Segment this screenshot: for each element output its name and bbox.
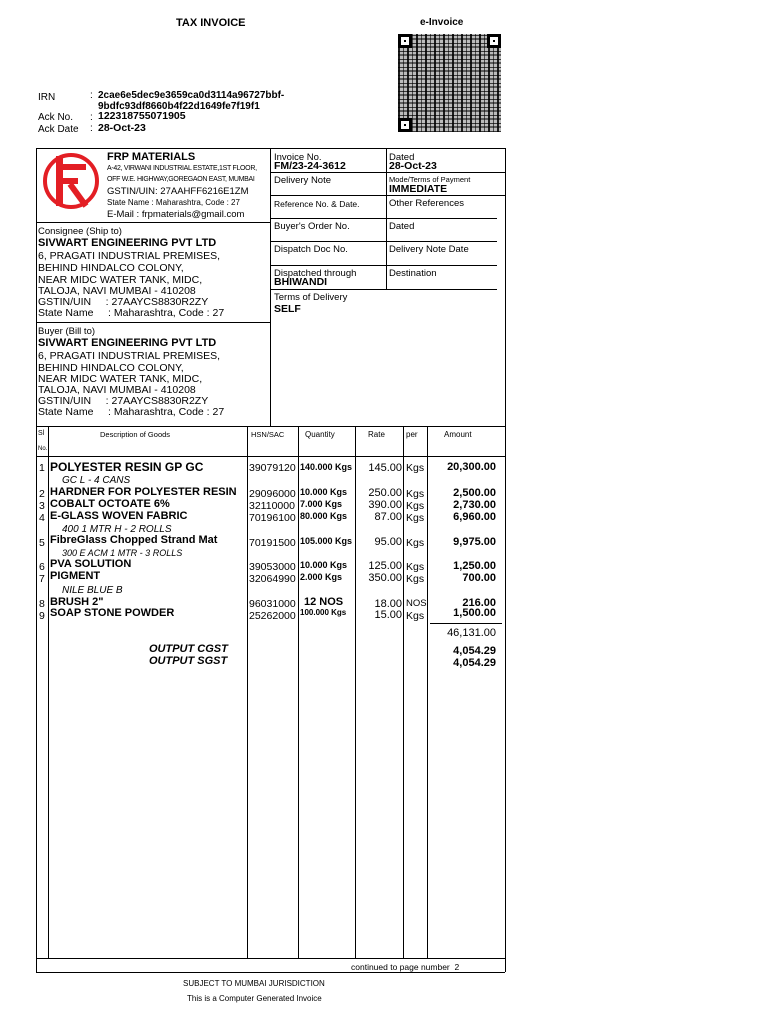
irn-value-line1: 2cae6e5dec9e3659ca0d3114a96727bbf- (98, 90, 285, 101)
item-sl: 4 (39, 512, 45, 524)
irn-label: IRN (38, 92, 56, 103)
buyer-gstin: GSTIN/UIN : 27AAYCS8830R2ZY (38, 395, 209, 407)
item-hsn: 70191500 (249, 537, 296, 549)
item-rate: 18.00 (374, 598, 402, 610)
item-amount: 1,250.00 (453, 560, 496, 572)
item-subtext: 400 1 MTR H - 2 ROLLS (62, 524, 172, 535)
ack-no-value: 122318755071905 (98, 110, 186, 122)
consignee-name: SIVWART ENGINEERING PVT LTD (38, 237, 217, 249)
seller-name: FRP MATERIALS (107, 151, 196, 163)
consignee-address-line1: 6, PRAGATI INDUSTRIAL PREMISES, (38, 250, 221, 262)
buyer-address-line2: BEHIND HINDALCO COLONY, (38, 362, 184, 374)
buyer-address-line3: NEAR MIDC WATER TANK, MIDC, (38, 373, 203, 385)
item-per: Kgs (406, 610, 425, 622)
item-sl: 1 (39, 462, 45, 474)
buyer-address-line1: 6, PRAGATI INDUSTRIAL PREMISES, (38, 350, 221, 362)
item-sl: 8 (39, 598, 45, 610)
item-name: FibreGlass Chopped Strand Mat (50, 534, 218, 546)
item-rate: 87.00 (374, 511, 402, 523)
item-per: Kgs (406, 488, 425, 500)
item-sl: 9 (39, 610, 45, 622)
output-cgst-label: OUTPUT CGST (149, 643, 228, 655)
terms-of-delivery-label: Terms of Delivery (274, 292, 348, 303)
seller-address-line2: OFF W.E. HIGHWAY,GOREGAON EAST, MUMBAI (107, 176, 255, 183)
item-quantity: 105.000 Kgs (300, 536, 353, 546)
item-quantity: 10.000 Kgs (300, 560, 348, 570)
mode-of-payment-value: IMMEDIATE (389, 183, 448, 195)
consignee-gstin: GSTIN/UIN : 27AAYCS8830R2ZY (38, 296, 209, 308)
seller-address-line1: A-42, VIRWANI INDUSTRIAL ESTATE,1ST FLOOR, (107, 165, 257, 172)
dated-value: 28-Oct-23 (389, 160, 437, 172)
col-quantity-header: Quantity (305, 430, 335, 439)
item-hsn: 96031000 (249, 598, 296, 610)
qr-code (398, 34, 501, 132)
dispatched-through-label: Dispatched through (274, 268, 357, 279)
invoice-no-label: Invoice No. (274, 152, 322, 163)
buyer-address-line4: TALOJA, NAVI MUMBAI - 410208 (38, 384, 196, 396)
computer-generated-note: This is a Computer Generated Invoice (187, 994, 322, 1003)
item-quantity: 2.000 Kgs (300, 572, 343, 582)
irn-colon: : (90, 90, 93, 101)
irn-value-line2: 9bdfc93df8660b4f22d1649fe7f19f1 (98, 101, 260, 112)
item-quantity: 100.000 Kgs (300, 608, 347, 617)
item-per: Kgs (406, 537, 425, 549)
item-rate: 95.00 (374, 536, 402, 548)
item-quantity: 7.000 Kgs (300, 499, 343, 509)
item-subtext: GC L - 4 CANS (62, 475, 131, 486)
item-subtext: NILE BLUE B (62, 585, 123, 596)
item-name: SOAP STONE POWDER (50, 607, 175, 619)
item-name: PIGMENT (50, 570, 101, 582)
seller-email: E-Mail : frpmaterials@gmail.com (107, 209, 245, 220)
item-name: BRUSH 2" (50, 596, 104, 608)
buyer-state: State Name : Maharashtra, Code : 27 (38, 406, 225, 418)
output-cgst-amount: 4,054.29 (453, 645, 496, 657)
item-name: E-GLASS WOVEN FABRIC (50, 510, 188, 522)
item-hsn: 70196100 (249, 512, 296, 524)
buyer-name: SIVWART ENGINEERING PVT LTD (38, 337, 217, 349)
item-per: Kgs (406, 462, 425, 474)
dispatched-through-value: BHIWANDI (274, 276, 328, 288)
item-per: NOS (406, 598, 427, 609)
delivery-note-label: Delivery Note (274, 175, 332, 186)
item-per: Kgs (406, 573, 425, 585)
buyers-order-label: Buyer's Order No. (274, 221, 350, 232)
dated-label: Dated (389, 152, 415, 163)
ack-no-colon: : (90, 112, 93, 123)
terms-of-delivery-value: SELF (274, 303, 301, 315)
col-rate-header: Rate (368, 430, 385, 439)
ack-date-value: 28-Oct-23 (98, 122, 146, 134)
item-hsn: 39053000 (249, 561, 296, 573)
item-name: HARDNER FOR POLYESTER RESIN (50, 486, 237, 498)
invoice-title: TAX INVOICE (176, 17, 246, 29)
consignee-label: Consignee (Ship to) (38, 226, 122, 237)
item-hsn: 29096000 (249, 488, 296, 500)
consignee-state: State Name : Maharashtra, Code : 27 (38, 307, 225, 319)
item-amount: 2,500.00 (453, 487, 496, 499)
dated-order-label: Dated (389, 221, 415, 232)
col-hsn-header: HSN/SAC (251, 430, 285, 439)
dispatch-doc-label: Dispatch Doc No. (274, 244, 348, 255)
item-rate: 250.00 (368, 487, 402, 499)
item-quantity: 140.000 Kgs (300, 462, 353, 472)
mode-of-payment-label: Mode/Terms of Payment (389, 175, 471, 184)
item-rate: 350.00 (368, 572, 402, 584)
seller-gstin: GSTIN/UIN: 27AAHFF6216E1ZM (107, 186, 249, 197)
item-sl: 3 (39, 500, 45, 512)
item-quantity: 10.000 Kgs (300, 487, 348, 497)
item-amount: 700.00 (462, 572, 496, 584)
item-rate: 390.00 (368, 499, 402, 511)
item-sl: 5 (39, 537, 45, 549)
consignee-address-line3: NEAR MIDC WATER TANK, MIDC, (38, 274, 203, 286)
item-rate: 125.00 (368, 560, 402, 572)
delivery-note-date-label: Delivery Note Date (389, 244, 469, 255)
ack-no-label: Ack No. (38, 112, 74, 123)
item-quantity: 12 NOS (304, 596, 344, 608)
ack-date-label: Ack Date (38, 124, 79, 135)
col-sl-no-header: No. (38, 446, 48, 452)
col-sl-header: Sl (38, 430, 45, 437)
subtotal-amount: 46,131.00 (447, 627, 496, 639)
item-sl: 6 (39, 561, 45, 573)
item-name: PVA SOLUTION (50, 558, 132, 570)
item-per: Kgs (406, 500, 425, 512)
item-subtext: 300 E ACM 1 MTR - 3 ROLLS (62, 548, 183, 558)
item-hsn: 39079120 (249, 462, 296, 474)
item-hsn: 32110000 (249, 500, 295, 512)
consignee-address-line4: TALOJA, NAVI MUMBAI - 410208 (38, 285, 196, 297)
ack-date-colon: : (90, 123, 93, 134)
item-rate: 15.00 (374, 609, 402, 621)
col-per-header: per (406, 430, 418, 439)
output-sgst-amount: 4,054.29 (453, 657, 496, 669)
continued-note: continued to page number 2 (351, 962, 460, 972)
col-amount-header: Amount (444, 430, 472, 439)
item-name: COBALT OCTOATE 6% (50, 498, 170, 510)
item-sl: 7 (39, 573, 45, 585)
item-rate: 145.00 (368, 462, 402, 474)
item-hsn: 32064990 (249, 573, 296, 585)
reference-no-label: Reference No. & Date. (274, 199, 360, 209)
consignee-address-line2: BEHIND HINDALCO COLONY, (38, 262, 184, 274)
frp-logo-icon (40, 150, 102, 212)
output-sgst-label: OUTPUT SGST (149, 655, 228, 667)
item-per: Kgs (406, 512, 425, 524)
item-quantity: 80.000 Kgs (300, 511, 348, 521)
item-amount: 2,730.00 (453, 499, 496, 511)
item-sl: 2 (39, 488, 45, 500)
item-per: Kgs (406, 561, 425, 573)
item-amount: 1,500.00 (453, 607, 496, 619)
item-amount: 20,300.00 (447, 461, 496, 473)
invoice-no-value: FM/23-24-3612 (274, 160, 346, 172)
item-amount: 9,975.00 (453, 536, 496, 548)
destination-label: Destination (389, 268, 437, 279)
buyer-label: Buyer (Bill to) (38, 326, 96, 337)
seller-state: State Name : Maharashtra, Code : 27 (107, 198, 240, 207)
item-hsn: 25262000 (249, 610, 296, 622)
item-amount: 6,960.00 (453, 511, 496, 523)
col-description-header: Description of Goods (100, 430, 171, 439)
item-name: POLYESTER RESIN GP GC (50, 460, 204, 474)
item-amount: 216.00 (462, 597, 496, 609)
other-references-label: Other References (389, 198, 464, 209)
jurisdiction-note: SUBJECT TO MUMBAI JURISDICTION (183, 979, 325, 988)
einvoice-label: e-Invoice (420, 17, 464, 28)
